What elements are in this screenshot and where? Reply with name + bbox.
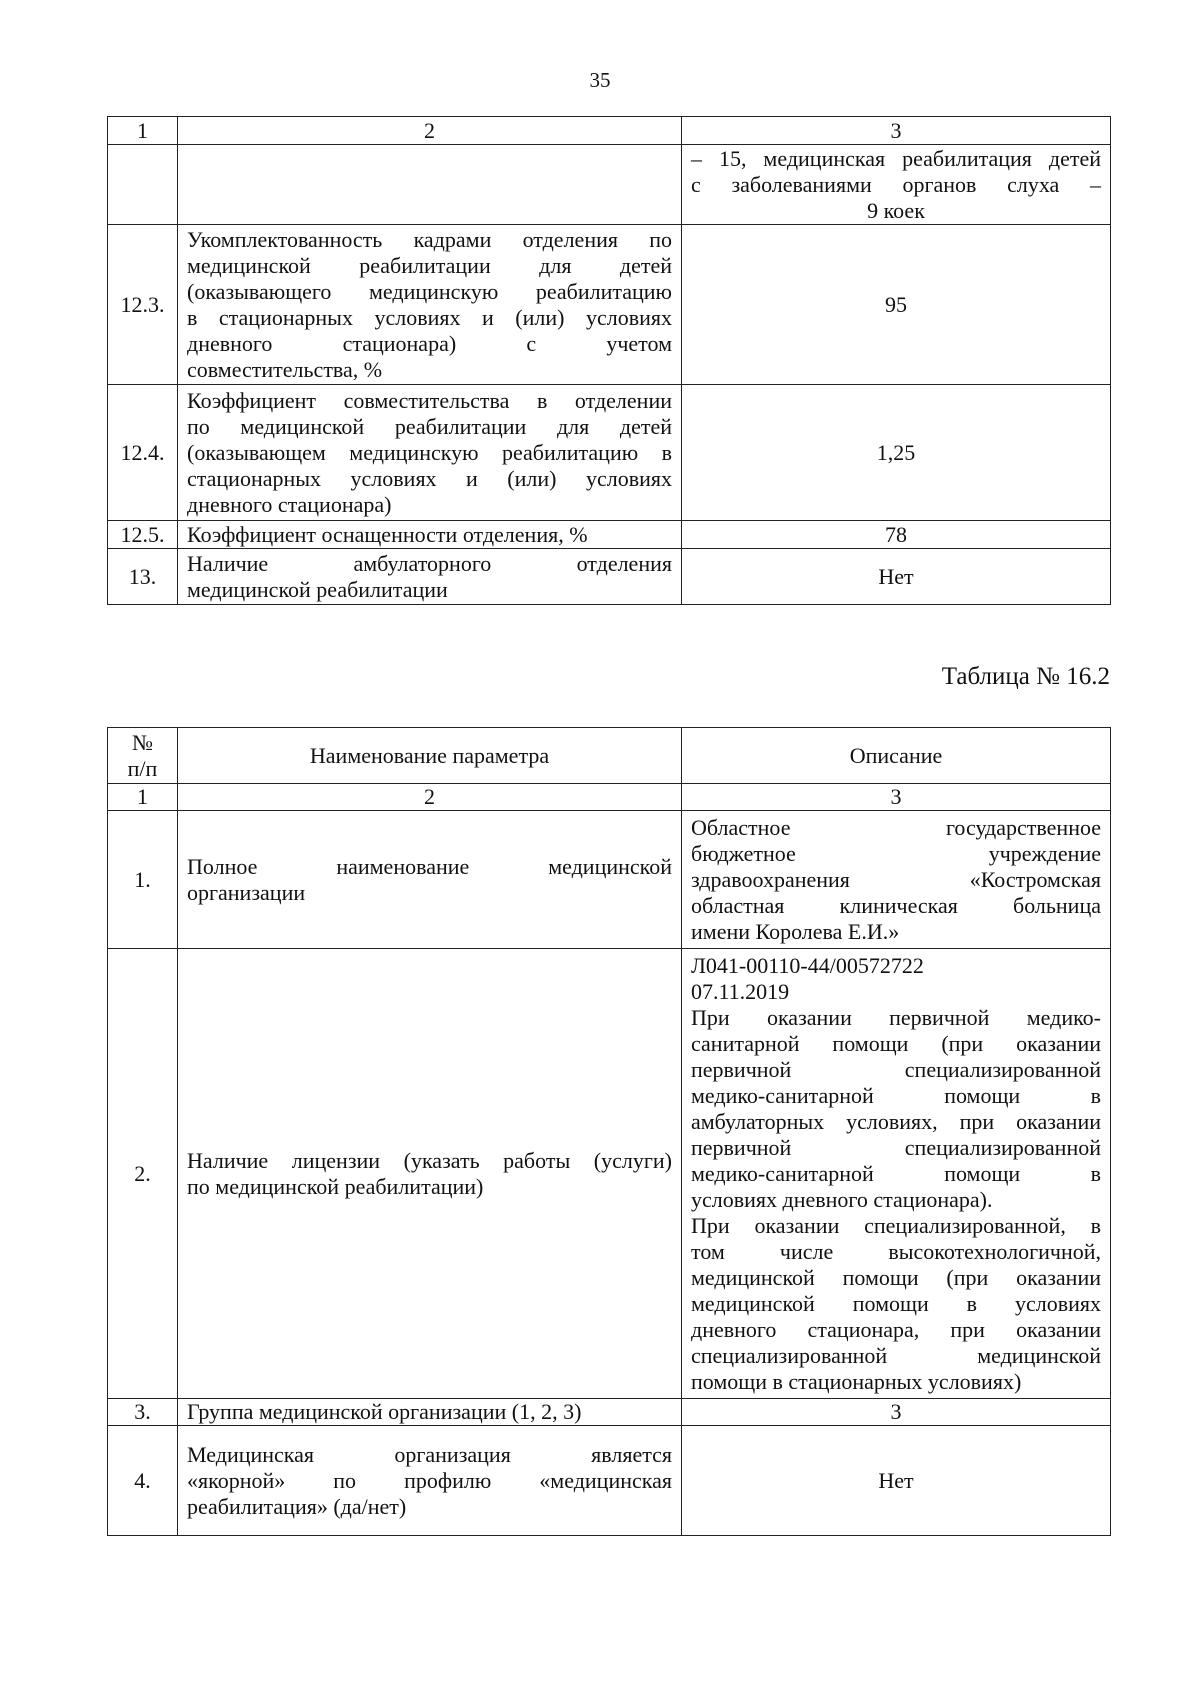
parameter-line: по медицинской реабилитации для детей [187, 413, 672, 439]
value-line: с заболеваниями органов слуха – [691, 171, 1101, 197]
row-number: 12.5. [108, 521, 178, 549]
parameter-cell [178, 949, 682, 1399]
value-line: – 15, медицинская реабилитация детей [691, 145, 1101, 171]
value-line: областная клиническая больница [691, 892, 1101, 918]
value-line: специализированной медицинской [691, 1342, 1101, 1368]
row-number: 3. [108, 1399, 178, 1426]
value-line: При оказании специализированной, в [691, 1212, 1101, 1238]
value-cell [682, 811, 1111, 949]
column-number-row [108, 117, 1111, 145]
parameter-line: Полное наименование медицинской [187, 853, 672, 879]
parameter-line: Коэффициент оснащенности отделения, % [187, 521, 588, 547]
column-number-2: 2 [178, 117, 682, 145]
number-header-line: п/п [127, 755, 158, 781]
value-cell [682, 145, 1111, 225]
parameter-cell [178, 1426, 682, 1536]
row-number: 12.4. [108, 385, 178, 521]
value-line: первичной специализированной [691, 1056, 1101, 1082]
number-header-line: № [132, 729, 153, 755]
value-cell: Нет [682, 549, 1111, 605]
number-header [108, 728, 178, 784]
page-number: 35 [589, 68, 611, 92]
parameter-line: дневного стационара) [187, 491, 392, 517]
table-row [108, 521, 1111, 549]
parameter-cell [178, 521, 682, 549]
table-caption: Таблица № 16.2 [941, 663, 1110, 690]
row-number: 4. [108, 1426, 178, 1536]
parameters-table [107, 727, 1111, 1536]
parameter-line: Укомплектованность кадрами отделения по [187, 226, 672, 252]
value-line: амбулаторных условиях, при оказании [691, 1108, 1101, 1134]
parameter-header: Наименование параметра [178, 728, 682, 784]
value-cell: 95 [682, 225, 1111, 385]
parameter-line: по медицинской реабилитации) [187, 1173, 484, 1199]
table-row [108, 1399, 1111, 1426]
parameter-line: Группа медицинской организации (1, 2, 3) [187, 1399, 582, 1424]
parameter-cell [178, 225, 682, 385]
value-line: условиях дневного стационара). [691, 1186, 993, 1212]
license-number: Л041-00110-44/00572722 [691, 952, 924, 978]
value-line: санитарной помощи (при оказании [691, 1030, 1101, 1056]
table-row [108, 1426, 1111, 1536]
parameter-line: (оказывающем медицинскую реабилитацию в [187, 439, 672, 465]
value-line: медицинской помощи в условиях [691, 1290, 1101, 1316]
parameter-cell [178, 811, 682, 949]
parameter-line: Наличие амбулаторного отделения [187, 550, 672, 576]
value-line: медико-санитарной помощи в [691, 1160, 1101, 1186]
parameter-line: в стационарных условиях и (или) условиях [187, 304, 672, 330]
value-cell: 3 [682, 1399, 1111, 1426]
value-line: имени Королева Е.И.» [691, 918, 900, 944]
parameter-line: стационарных условиях и (или) условиях [187, 465, 672, 491]
value-line: 9 коек [867, 197, 925, 223]
row-number: 1. [108, 811, 178, 949]
continuation-table [107, 116, 1111, 605]
parameter-line: реабилитация» (да/нет) [187, 1493, 407, 1519]
parameter-line: Наличие лицензии (указать работы (услуги) [187, 1147, 672, 1173]
column-number-1: 1 [108, 784, 178, 811]
value-line: медико-санитарной помощи в [691, 1082, 1101, 1108]
parameter-line: совместительства, % [187, 356, 383, 382]
description-header: Описание [682, 728, 1111, 784]
value-line: бюджетное учреждение [691, 840, 1101, 866]
value-line: здравоохранения «Костромская [691, 866, 1101, 892]
row-number [108, 145, 178, 225]
value-cell: 78 [682, 521, 1111, 549]
parameter-line: медицинской реабилитации для детей [187, 252, 672, 278]
column-number-3: 3 [682, 117, 1111, 145]
value-line: том числе высокотехнологичной, [691, 1238, 1101, 1264]
row-number: 12.3. [108, 225, 178, 385]
table-row [108, 385, 1111, 521]
row-number: 2. [108, 949, 178, 1399]
parameter-line: организации [187, 879, 306, 905]
table-row [108, 949, 1111, 1399]
value-cell [682, 949, 1111, 1399]
parameter-cell [178, 1399, 682, 1426]
table-row [108, 549, 1111, 605]
value-line: Областное государственное [691, 814, 1101, 840]
value-cell: Нет [682, 1426, 1111, 1536]
value-line: помощи в стационарных условиях) [691, 1368, 1022, 1394]
table-row [108, 145, 1111, 225]
value-line: дневного стационара, при оказании [691, 1316, 1101, 1342]
value-line: медицинской помощи (при оказании [691, 1264, 1101, 1290]
row-number: 13. [108, 549, 178, 605]
column-number-row [108, 784, 1111, 811]
parameter-line: Медицинская организация является [187, 1441, 672, 1467]
parameter-line: (оказывающего медицинскую реабилитацию [187, 278, 672, 304]
column-number-3: 3 [682, 784, 1111, 811]
parameter-line: дневного стационара) с учетом [187, 330, 672, 356]
column-number-1: 1 [108, 117, 178, 145]
parameter-line: «якорной» по профилю «медицинская [187, 1467, 672, 1493]
parameter-line: медицинской реабилитации [187, 576, 448, 602]
parameter-cell [178, 385, 682, 521]
table-header-row [108, 728, 1111, 784]
parameter-cell [178, 145, 682, 225]
column-number-2: 2 [178, 784, 682, 811]
table-row [108, 225, 1111, 385]
value-cell: 1,25 [682, 385, 1111, 521]
value-line: первичной специализированной [691, 1134, 1101, 1160]
table-row [108, 811, 1111, 949]
license-date: 07.11.2019 [691, 978, 790, 1004]
parameter-cell [178, 549, 682, 605]
parameter-line: Коэффициент совместительства в отделении [187, 387, 672, 413]
value-line: При оказании первичной медико- [691, 1004, 1101, 1030]
